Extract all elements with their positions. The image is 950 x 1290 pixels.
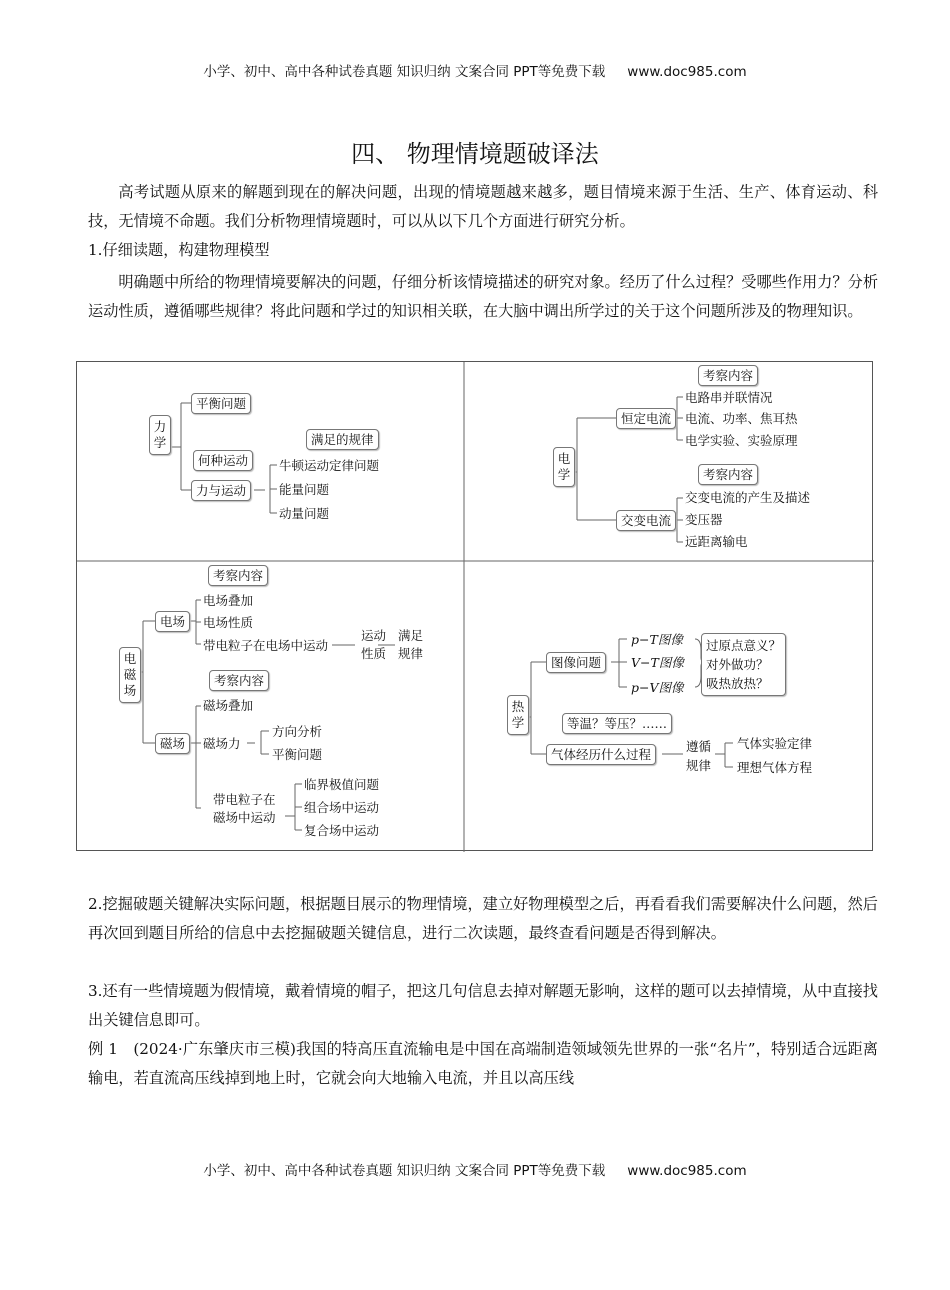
page-footer [0, 1159, 950, 1179]
node-graph: 图像问题 [546, 652, 606, 673]
graph-item: V−T图像 [631, 655, 684, 670]
mech-item: 能量问题 [279, 482, 330, 497]
node-thermo: 热学 [507, 695, 529, 735]
header-url[interactable]: www.doc985.com [627, 64, 747, 80]
physics-mind-map [76, 361, 873, 851]
mf-particle-item: 复合场中运动 [304, 823, 380, 838]
em-satisfy: 满足 [398, 628, 424, 643]
page-title: 四、 物理情境题破译法 [351, 140, 599, 168]
note-laws: 满足的规律 [306, 429, 379, 450]
graph-item: p−V图像 [631, 680, 684, 695]
mf-particle-item: 组合场中运动 [304, 800, 380, 815]
dc-item: 电学实验、实验原理 [685, 433, 798, 448]
mf-particle-item: 临界极值问题 [304, 777, 380, 792]
example-1: 例 1 (2024·广东肇庆市三模)我国的特高压直流输电是中国在高端制造领域领先世界的一张“名片”，特别适合远距离输电，若直流高压线掉到地上时，它就会向大地输入电流，并且以高压线 [88, 1040, 878, 1087]
node-force-motion: 力与运动 [191, 480, 251, 501]
node-ac: 交变电流 [616, 510, 676, 531]
em-nature: 性质 [361, 646, 387, 661]
mf-force-item: 平衡问题 [272, 747, 323, 762]
note-ac: 考察内容 [698, 464, 758, 485]
follow-label: 遵循 [686, 739, 712, 754]
mech-item: 牛顿运动定律问题 [279, 458, 380, 473]
node-dc: 恒定电流 [616, 408, 676, 429]
section-3: 3.还有一些情境题为假情境，戴着情境的帽子，把这几句信息去掉对解题无影响，这样的题可以去掉情境，从中直接找出关键信息即可。 [88, 982, 878, 1029]
mf-particle-1: 带电粒子在 [213, 792, 276, 807]
ac-item: 远距离输电 [685, 534, 748, 549]
question: 对外做功？ [706, 657, 769, 672]
mf-overlay: 磁场叠加 [203, 698, 254, 713]
header-text: 小学、初中、高中各种试卷真题 知识归纳 文案合同 PPT等免费下载 [203, 64, 606, 80]
mf-force-item: 方向分析 [272, 724, 323, 739]
em-law: 规律 [398, 646, 424, 661]
intro-paragraph: 高考试题从原来的解题到现在的解决问题，出现的情境题越来越多，题目情境来源于生活、生产、体育运动、科技，无情境不命题。我们分析物理情境题时，可以从以下几个方面进行研究分析。 [88, 183, 878, 230]
section-1-heading: 1.仔细读题，构建物理模型 [88, 241, 270, 259]
ac-item: 交变电流的产生及描述 [685, 490, 811, 505]
footer-text: 小学、初中、高中各种试卷真题 知识归纳 文案合同 PPT等免费下载 [203, 1163, 606, 1179]
question: 过原点意义？ [706, 638, 782, 653]
question: 吸热放热？ [706, 676, 769, 691]
note-process: 等温？等压？…… [562, 713, 672, 734]
ef-item: 带电粒子在电场中运动 [203, 638, 329, 653]
note-dc: 考察内容 [698, 365, 758, 386]
section-1-body: 明确题中所给的物理情境要解决的问题，仔细分析该情境描述的研究对象。经历了什么过程？受哪些作用力？分析运动性质，遵循哪些规律？将此问题和学过的知识相关联，在大脑中调出所学过的关于这个问题所涉及的物理知识。 [88, 273, 878, 320]
dc-item: 电路串并联情况 [685, 390, 773, 405]
ef-item: 电场性质 [203, 615, 254, 630]
mf-particle-2: 磁场中运动 [213, 810, 276, 825]
rule-label: 规律 [686, 758, 712, 773]
gas-law: 气体实验定律 [737, 736, 813, 751]
page-header [0, 60, 950, 80]
footer-url[interactable]: www.doc985.com [627, 1163, 747, 1179]
note-what-motion: 何种运动 [193, 450, 253, 471]
node-electricity: 电学 [553, 447, 575, 487]
node-balance: 平衡问题 [191, 393, 251, 414]
section-2: 2.挖掘破题关键解决实际问题，根据题目展示的物理情境，建立好物理模型之后，再看看我们需要解决什么问题，然后再次回到题目所给的信息中去挖掘破题关键信息，进行二次读题，最终查看问题是否得到解决。 [88, 895, 878, 942]
ac-item: 变压器 [685, 512, 723, 527]
note-mf: 考察内容 [209, 670, 269, 691]
ef-item: 电场叠加 [203, 593, 254, 608]
questions-box [701, 633, 786, 696]
node-magnetic-field: 磁场 [155, 733, 190, 754]
note-ef: 考察内容 [208, 565, 268, 586]
mf-force: 磁场力 [203, 736, 241, 751]
graph-item: p−T图像 [631, 632, 683, 647]
node-process: 气体经历什么过程 [546, 744, 656, 765]
node-mechanics: 力学 [149, 415, 171, 455]
node-em-field: 电磁场 [119, 647, 141, 703]
mech-item: 动量问题 [279, 506, 330, 521]
gas-law: 理想气体方程 [737, 760, 813, 775]
dc-item: 电流、功率、焦耳热 [685, 411, 798, 426]
node-electric-field: 电场 [155, 611, 190, 632]
em-motion: 运动 [361, 628, 387, 643]
